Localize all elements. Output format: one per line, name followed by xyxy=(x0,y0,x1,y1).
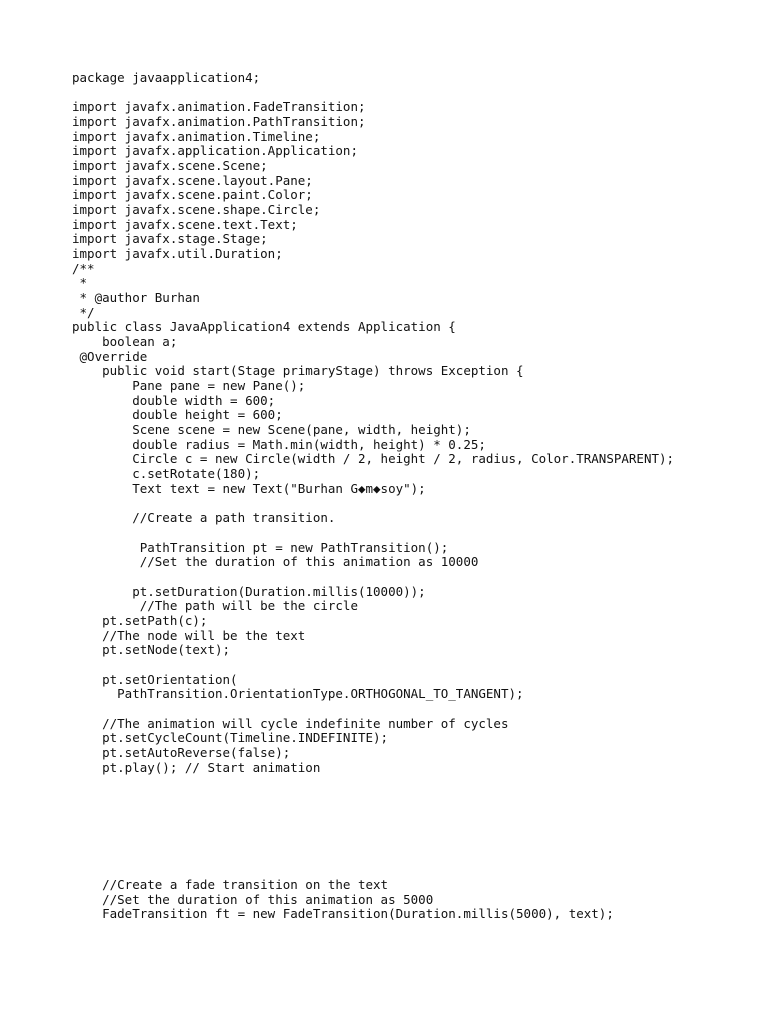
code-line: public class JavaApplication4 extends Application { xyxy=(72,319,456,335)
code-line: PathTransition.OrientationType.ORTHOGONAL_TO_TANGENT); xyxy=(72,686,524,702)
code-line: pt.setPath(c); xyxy=(72,612,208,628)
code-line: import javafx.scene.Scene; xyxy=(72,158,268,174)
code-line: pt.setOrientation( xyxy=(72,671,238,687)
code-listing xyxy=(72,71,674,922)
code-line: */ xyxy=(72,304,95,320)
code-line xyxy=(72,849,674,864)
code-line: pt.setAutoReverse(false); xyxy=(72,744,291,760)
code-line: c.setRotate(180); xyxy=(72,466,261,482)
code-line: @Override xyxy=(72,348,148,364)
code-line: import javafx.scene.text.Text; xyxy=(72,216,298,232)
code-line: import javafx.scene.layout.Pane; xyxy=(72,172,313,188)
code-line: package javaapplication4; xyxy=(72,70,261,85)
code-line: //Create a path transition. xyxy=(72,510,336,526)
code-line: import javafx.scene.paint.Color; xyxy=(72,187,313,203)
code-line: //The node will be the text xyxy=(72,627,306,643)
code-line: Scene scene = new Scene(pane, width, height); xyxy=(72,422,471,438)
code-line: PathTransition pt = new PathTransition(); xyxy=(72,539,449,555)
code-line xyxy=(72,658,674,673)
code-line: public void start(Stage primaryStage) throws Exception { xyxy=(72,363,524,379)
code-line: pt.setCycleCount(Timeline.INDEFINITE); xyxy=(72,730,389,746)
code-line xyxy=(72,863,674,878)
code-line: Text text = new Text("Burhan G◆m◆soy"); xyxy=(72,480,426,496)
code-line: import javafx.application.Application; xyxy=(72,143,358,159)
code-line: import javafx.scene.shape.Circle; xyxy=(72,202,321,218)
code-line: //The path will be the circle xyxy=(72,598,358,614)
code-line xyxy=(72,819,674,834)
code-line xyxy=(72,702,674,717)
code-line: * @author Burhan xyxy=(72,290,200,306)
code-line xyxy=(72,834,674,849)
code-line: boolean a; xyxy=(72,334,178,350)
code-line: FadeTransition ft = new FadeTransition(Duration.millis(5000), text); xyxy=(72,906,614,922)
code-line: import javafx.animation.FadeTransition; xyxy=(72,99,366,115)
code-line: //Set the duration of this animation as 10000 xyxy=(72,554,479,570)
code-line: //Create a fade transition on the text xyxy=(72,876,389,892)
code-line: pt.play(); // Start animation xyxy=(72,759,321,775)
code-line: /** xyxy=(72,260,95,276)
code-line: Circle c = new Circle(width / 2, height / 2, radius, Color.TRANSPARENT); xyxy=(72,451,675,467)
code-line: * xyxy=(72,275,88,291)
code-line: double width = 600; xyxy=(72,392,276,408)
code-line xyxy=(72,86,674,101)
code-line: import javafx.util.Duration; xyxy=(72,246,283,262)
code-line: double radius = Math.min(width, height) * 0.25; xyxy=(72,436,486,452)
code-line xyxy=(72,526,674,541)
code-line: double height = 600; xyxy=(72,407,283,423)
code-line: //Set the duration of this animation as 5000 xyxy=(72,891,434,907)
code-line: pt.setDuration(Duration.millis(10000)); xyxy=(72,583,426,599)
code-line xyxy=(72,790,674,805)
code-line: import javafx.stage.Stage; xyxy=(72,231,268,247)
code-line: pt.setNode(text); xyxy=(72,642,231,658)
code-line xyxy=(72,775,674,790)
code-line: Pane pane = new Pane(); xyxy=(72,378,306,394)
code-line xyxy=(72,570,674,585)
code-line: import javafx.animation.Timeline; xyxy=(72,128,321,144)
code-line: import javafx.animation.PathTransition; xyxy=(72,114,366,130)
code-line xyxy=(72,805,674,820)
code-line xyxy=(72,496,674,511)
code-line: //The animation will cycle indefinite number of cycles xyxy=(72,715,509,731)
